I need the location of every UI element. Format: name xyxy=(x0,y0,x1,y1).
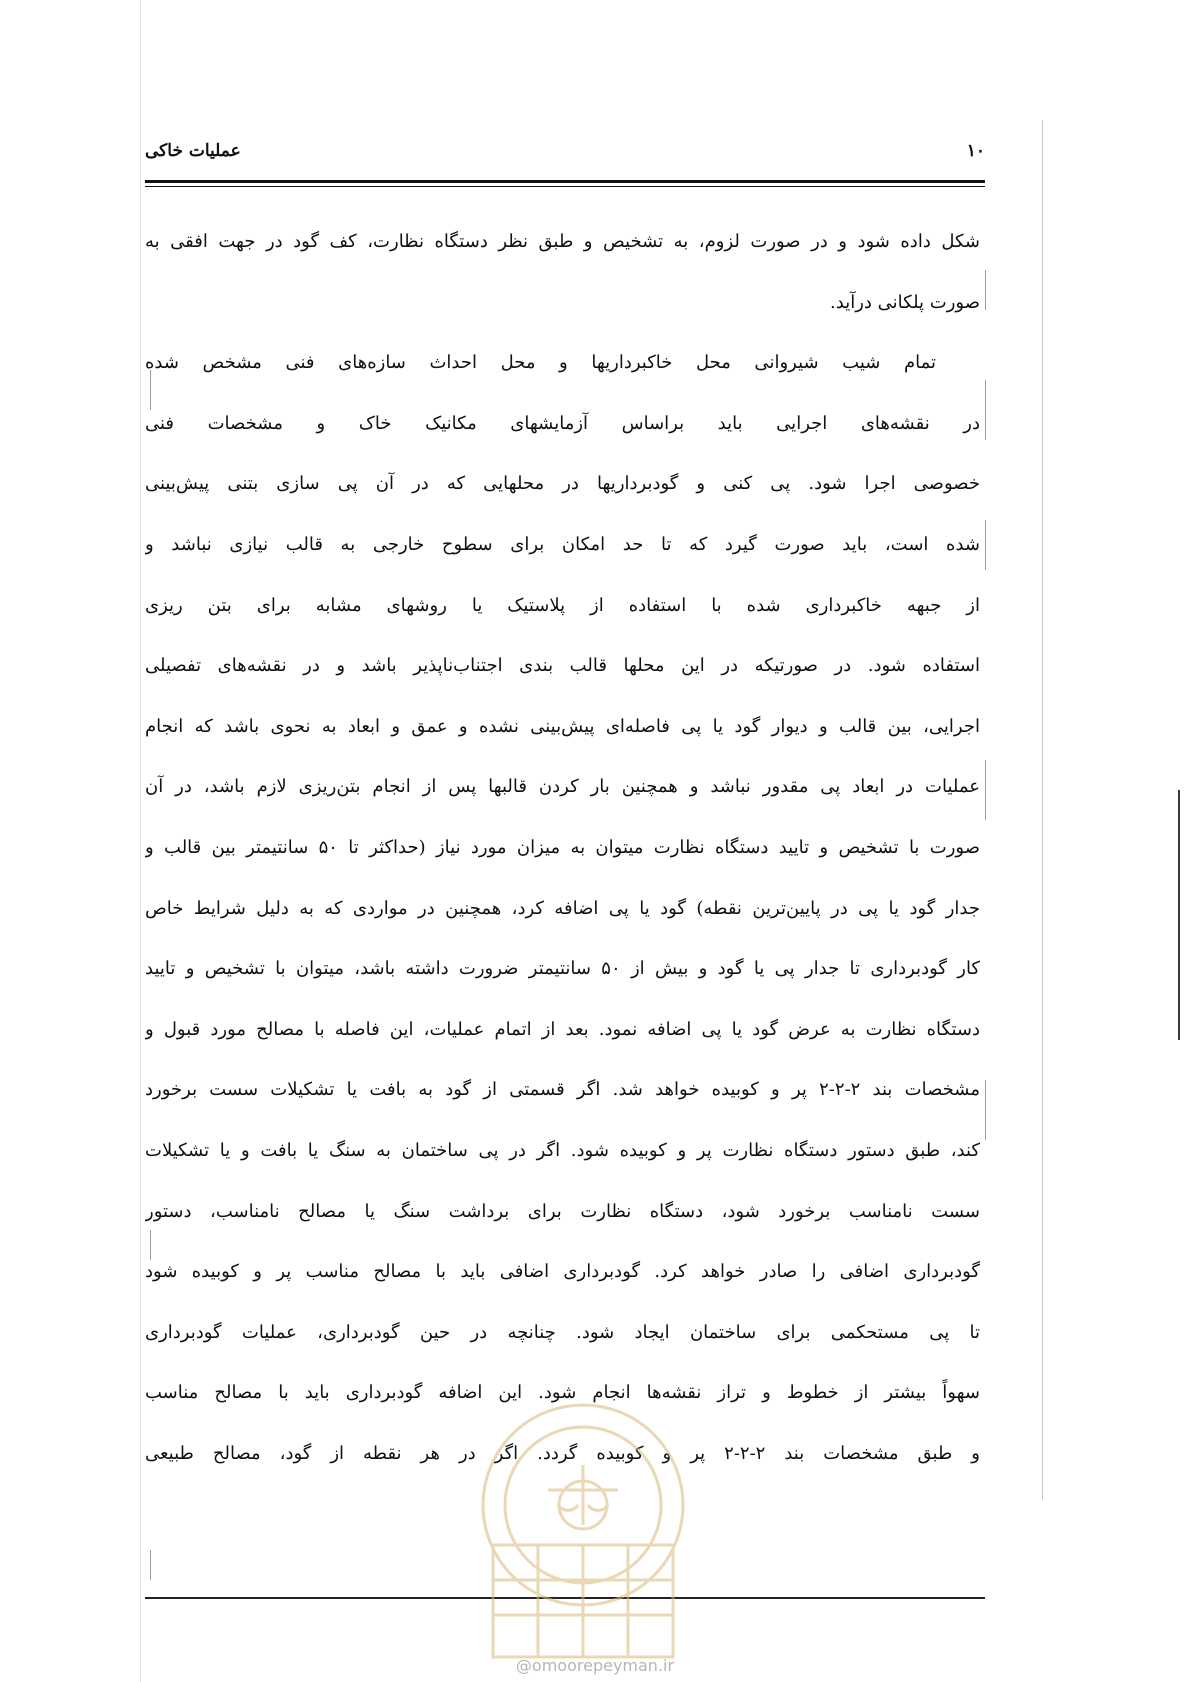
text-line: گودبرداری اضافی را صادر خواهد کرد. گودبرداری اضافی باید با مصالح مناسب پر و کوبیده شود xyxy=(145,1261,980,1283)
text-line: تمام شیب شیروانی محل خاکبرداریها و محل احداث سازه‌های فنی مشخص شده xyxy=(145,352,936,374)
scan-edge-mark xyxy=(1178,790,1180,1040)
watermark-seal-icon xyxy=(468,1395,698,1665)
text-line: جدار گود یا پی در پایین‌ترین نقطه) گود یا پی اضافه کرد، همچنین در مواردی که به دلیل شرایط خاص xyxy=(145,897,980,919)
text-line: خصوصی اجرا شود. پی کنی و گودبرداریها در محلهایی که در آن پی سازی بتنی پیش‌بینی xyxy=(145,473,980,495)
text-line: تا پی مستحکمی برای ساختمان ایجاد شود. چنانچه در حین گودبرداری، عملیات گودبرداری xyxy=(145,1321,980,1343)
text-line: شده است، باید صورت گیرد که تا حد امکان برای سطوح خارجی به قالب نیازی نباشد و xyxy=(145,533,980,555)
page-number: ۱۰ xyxy=(966,141,985,161)
body-text xyxy=(145,212,980,1484)
text-line: عملیات در ابعاد پی مقدور نباشد و همچنین بار کردن قالبها پس از انجام بتن‌ریزی لازم باشد، در آن xyxy=(145,776,980,798)
margin-tick xyxy=(985,380,986,440)
text-line: صورت پلکانی درآید. xyxy=(830,291,980,313)
text-line: استفاده شود. در صورتیکه در این محلها قالب بندی اجتناب‌ناپذیر باشد و در نقشه‌های تفصیلی xyxy=(145,655,980,677)
page-edge-right xyxy=(1042,120,1043,1500)
margin-tick xyxy=(150,1550,151,1580)
page-edge-left xyxy=(140,0,141,1682)
text-line: سهواً بیشتر از خطوط و تراز نقشه‌ها انجام شود. این اضافه گودبرداری باید با مصالح مناسب xyxy=(145,1382,980,1404)
margin-tick xyxy=(985,1080,986,1140)
header-rule-thick xyxy=(145,180,985,183)
running-title: عملیات خاکی xyxy=(145,141,241,161)
text-line: کار گودبرداری تا جدار پی یا گود و بیش از ۵۰ سانتیمتر ضرورت داشته باشد، میتوان با تشخیص و تایید xyxy=(145,958,980,980)
text-line: در نقشه‌های اجرایی باید براساس آزمایشهای مکانیک خاک و مشخصات فنی xyxy=(145,412,980,434)
text-line: سست نامناسب برخورد شود، دستگاه نظارت برای برداشت سنگ یا مصالح نامناسب، دستور xyxy=(145,1200,980,1222)
margin-tick xyxy=(985,760,986,820)
text-line: کند، طبق دستور دستگاه نظارت پر و کوبیده شود. اگر در پی ساختمان به سنگ یا بافت و یا تشکیلات xyxy=(145,1139,980,1161)
header-rule-thin xyxy=(145,186,985,187)
text-line: مشخصات بند ۲-۲-۲ پر و کوبیده خواهد شد. اگر قسمتی از گود به بافت یا تشکیلات سست برخورد xyxy=(145,1079,980,1101)
margin-tick xyxy=(985,270,986,310)
text-line: شکل داده شود و در صورت لزوم، به تشخیص و طبق نظر دستگاه نظارت، کف گود در جهت افقی به xyxy=(145,231,980,252)
margin-tick xyxy=(985,520,986,570)
text-line: و طبق مشخصات بند ۲-۲-۲ پر و کوبیده گردد. اگر در هر نقطه از گود، مصالح طبیعی xyxy=(145,1442,980,1464)
page-header xyxy=(145,136,985,166)
footer-website-link[interactable]: @omoorepeyman.ir xyxy=(515,1656,675,1675)
text-line: اجرایی، بین قالب و دیوار گود یا پی فاصله‌ای پیش‌بینی نشده و عمق و ابعاد به نحوی باشد که انجام xyxy=(145,715,980,737)
text-line: دستگاه نظارت به عرض گود یا پی اضافه نمود. بعد از اتمام عملیات، این فاصله با مصالح مورد قبول و xyxy=(145,1018,980,1040)
text-line: از جبهه خاکبرداری شده با استفاده از پلاستیک یا روشهای مشابه برای بتن ریزی xyxy=(145,594,980,616)
text-line: صورت با تشخیص و تایید دستگاه نظارت میتوان به میزان مورد نیاز (حداکثر تا ۵۰ سانتیمتر بین قالب و xyxy=(145,836,980,858)
